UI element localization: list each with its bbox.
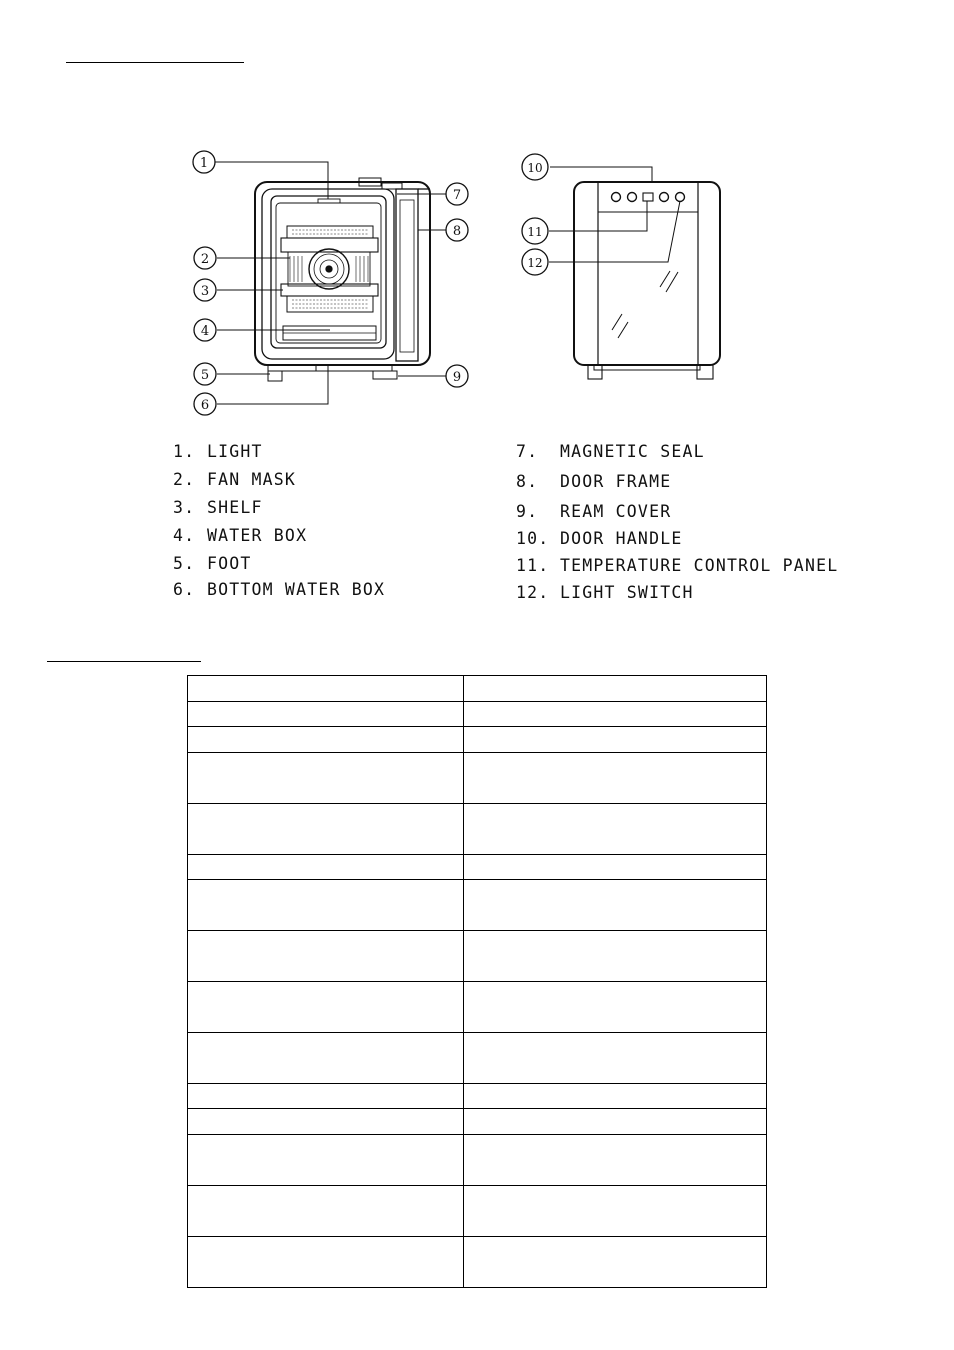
table-cell xyxy=(188,931,464,982)
table-cell xyxy=(464,702,767,727)
table-cell xyxy=(188,727,464,753)
parts-list-item: 5. FOOT xyxy=(173,554,252,573)
front-view-cabinet xyxy=(255,178,430,381)
callout-11-number: 11 xyxy=(527,225,543,239)
front-view-leaders xyxy=(215,162,446,404)
table-row xyxy=(188,1109,767,1135)
table-row xyxy=(188,1135,767,1186)
specifications-table xyxy=(187,675,767,1288)
callout-7-number: 7 xyxy=(452,188,462,203)
table-cell xyxy=(464,1109,767,1135)
table-cell xyxy=(464,1135,767,1186)
table-cell xyxy=(188,1135,464,1186)
callout-3-number: 3 xyxy=(200,284,210,299)
table-cell xyxy=(464,727,767,753)
callout-1-number: 1 xyxy=(199,156,209,171)
specs-heading-underline xyxy=(47,661,201,662)
table-cell xyxy=(188,1237,464,1288)
table-cell xyxy=(464,982,767,1033)
table-row xyxy=(188,982,767,1033)
table-cell xyxy=(464,1237,767,1288)
table-cell xyxy=(188,676,464,702)
table-cell xyxy=(464,1084,767,1109)
parts-list-item: 8. DOOR FRAME xyxy=(516,472,672,491)
table-cell xyxy=(188,880,464,931)
table-cell xyxy=(464,880,767,931)
table-row xyxy=(188,753,767,804)
table-row xyxy=(188,855,767,880)
table-row xyxy=(188,804,767,855)
table-cell xyxy=(464,753,767,804)
callout-9-number: 9 xyxy=(452,370,462,385)
callout-12-number: 12 xyxy=(527,256,543,270)
table-cell xyxy=(188,1186,464,1237)
parts-list-item: 12. LIGHT SWITCH xyxy=(516,583,694,602)
table-cell xyxy=(188,804,464,855)
parts-list-item: 7. MAGNETIC SEAL xyxy=(516,442,705,461)
callout-8-number: 8 xyxy=(452,224,462,239)
parts-list-item: 9. REAM COVER xyxy=(516,502,672,521)
table-row xyxy=(188,1033,767,1084)
callout-4-number: 4 xyxy=(200,324,210,339)
table-cell xyxy=(188,1033,464,1084)
table-cell xyxy=(464,804,767,855)
table-cell xyxy=(188,753,464,804)
callout-2-number: 2 xyxy=(200,252,210,267)
callout-5-number: 5 xyxy=(200,368,210,383)
table-cell xyxy=(464,1033,767,1084)
parts-list-item: 2. FAN MASK xyxy=(173,470,297,489)
table-row xyxy=(188,1084,767,1109)
table-cell xyxy=(464,1186,767,1237)
parts-list-item: 3. SHELF xyxy=(173,498,263,517)
parts-list-item: 4. WATER BOX xyxy=(173,526,308,545)
parts-list-item: 1. LIGHT xyxy=(173,442,263,461)
table-cell xyxy=(188,1109,464,1135)
table-row xyxy=(188,931,767,982)
table-cell xyxy=(464,855,767,880)
table-cell xyxy=(188,982,464,1033)
callouts xyxy=(193,151,548,415)
table-row xyxy=(188,702,767,727)
wine-cooler-diagram xyxy=(0,0,954,440)
callout-10-number: 10 xyxy=(527,161,543,175)
table-cell xyxy=(464,676,767,702)
table-row xyxy=(188,676,767,702)
parts-list-right xyxy=(516,442,946,612)
parts-list-item: 10. DOOR HANDLE xyxy=(516,529,683,548)
table-cell xyxy=(188,1084,464,1109)
table-row xyxy=(188,880,767,931)
table-cell xyxy=(464,931,767,982)
parts-list-item: 11. TEMPERATURE CONTROL PANEL xyxy=(516,556,839,575)
parts-list-item: 6. BOTTOM WATER BOX xyxy=(173,580,386,599)
table-row xyxy=(188,727,767,753)
table-cell xyxy=(188,855,464,880)
callout-6-number: 6 xyxy=(200,398,210,413)
parts-list-left xyxy=(173,442,493,612)
table-row xyxy=(188,1237,767,1288)
table-cell xyxy=(188,702,464,727)
table-row xyxy=(188,1186,767,1237)
